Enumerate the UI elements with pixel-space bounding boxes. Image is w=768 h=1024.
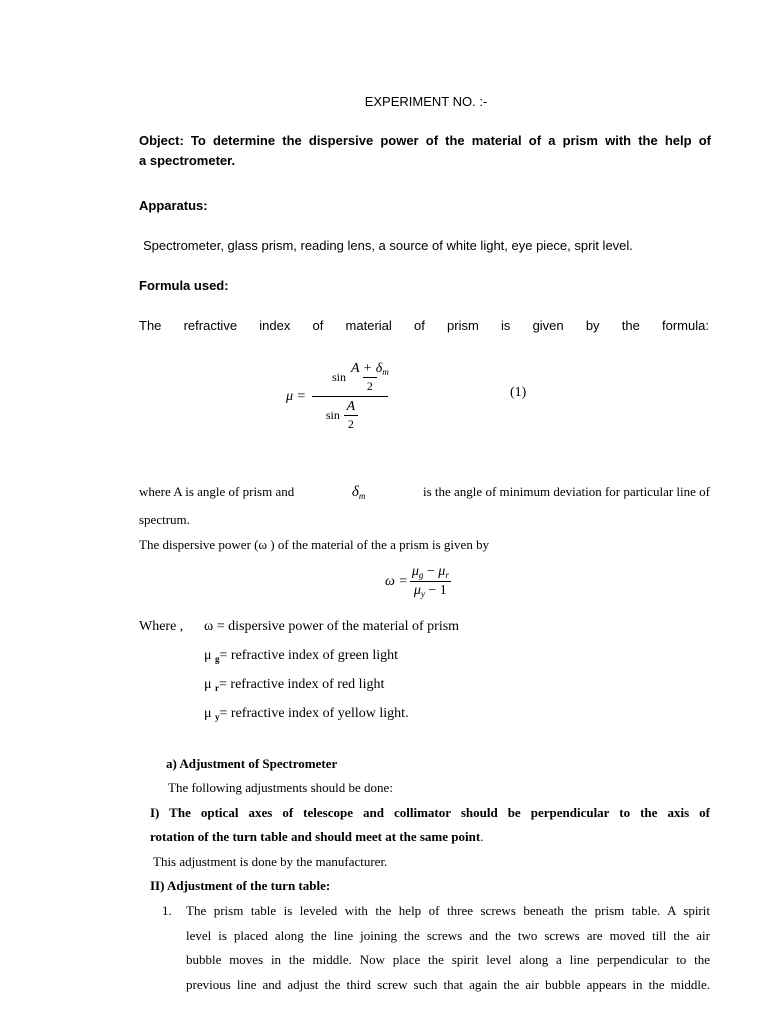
intro-word: index <box>259 318 291 333</box>
intro-word: prism <box>447 318 479 333</box>
where-line-1 <box>139 484 710 501</box>
intro-word: The <box>139 318 162 333</box>
intro-word: of <box>413 318 425 333</box>
mu-y-definition: μ $_y$= refractive index of yellow light. <box>204 706 409 722</box>
where-label: Where , <box>139 619 184 634</box>
mu-r-definition: μ $_r$= refractive index of red light <box>204 677 385 693</box>
eq1-num-bottom: 2 <box>363 377 377 394</box>
section-a-intro: The following adjustments should be done: <box>168 780 393 795</box>
dispersive-power-equation <box>385 564 453 599</box>
where-part-2: is the angle of minimum deviation for particular line of <box>422 484 710 499</box>
eq1-num-sin: sin <box>331 370 346 384</box>
formula-heading: Formula used: <box>139 278 229 293</box>
list-marker-1: 1. <box>162 903 172 918</box>
dispersive-power-statement: The dispersive power (ω ) of the material of the a prism is given by <box>139 537 490 552</box>
eq1-den-sin: sin <box>325 408 340 422</box>
list-line: previous line and adjust the third screw such that again the air bubble appears in the middle. <box>186 976 710 992</box>
eq1-num-sub: m <box>382 367 389 377</box>
eq1-main-fraction <box>308 361 392 432</box>
intro-word: the <box>621 318 640 333</box>
formula-intro-line <box>139 318 709 333</box>
intro-word: refractive <box>183 318 238 333</box>
where-part-1: where A is angle of prism and <box>139 484 295 499</box>
adjustment-item-1-line-2: rotation of the turn table and should meet at the same point. <box>150 829 484 844</box>
list-line: The prism table is leveled with the help of three screws beneath the prism table. A spirit <box>186 903 710 918</box>
eq1-den-top: A <box>346 399 356 414</box>
adjustment-item-1-line-1: I) The optical axes of telescope and collimator should be perpendicular to the axis of <box>150 805 710 820</box>
object-statement <box>139 133 711 168</box>
intro-word: is <box>500 318 511 333</box>
refractive-index-equation <box>286 361 392 432</box>
list-line: bubble moves in the middle. Now place the spirit level along a line perpendicular to the <box>186 952 710 967</box>
apparatus-heading: Apparatus: <box>139 198 208 213</box>
intro-word: given <box>532 318 564 333</box>
eq1-num-fraction <box>350 361 390 394</box>
equation-number-1: (1) <box>510 385 527 400</box>
eq1-den-fraction <box>344 399 358 432</box>
experiment-title: EXPERIMENT NO. :- <box>364 94 488 109</box>
adjustment-item-2-heading: II) Adjustment of the turn table: <box>150 878 331 893</box>
object-line-1: Object: To determine the dispersive power of the material of a prism with the help of <box>139 133 711 148</box>
eq1-lhs: μ = <box>286 388 306 404</box>
eq1-den-bottom: 2 <box>344 415 358 432</box>
mu-g-definition: μ $_g$= refractive index of green light <box>204 648 399 664</box>
eq2-fraction: $\frac{\mu_g - \mu_r}{\mu_y - 1}$ <box>411 564 449 599</box>
object-line-2: a spectrometer. <box>139 153 236 168</box>
intro-word: material <box>345 318 392 333</box>
eq1-num-top: A + δ <box>351 361 383 376</box>
intro-word: of <box>312 318 324 333</box>
eq2-lhs: ω = <box>385 573 408 589</box>
intro-word: by <box>585 318 600 333</box>
where-line-2: spectrum. <box>139 512 190 527</box>
omega-definition: ω = dispersive power of the material of prism <box>204 619 460 634</box>
manufacturer-note: This adjustment is done by the manufacturer. <box>153 854 388 869</box>
list-line: level is placed along the line joining the screws and the two screws are moved till the air <box>186 927 710 943</box>
section-a-heading: a) Adjustment of Spectrometer <box>166 756 338 771</box>
intro-word: formula: <box>662 318 709 333</box>
delta-m-symbol: $\delta_m$ <box>351 484 366 501</box>
apparatus-text: Spectrometer, glass prism, reading lens, a source of white light, eye piece, sprit level. <box>143 238 633 253</box>
turn-table-instructions <box>186 903 710 1001</box>
